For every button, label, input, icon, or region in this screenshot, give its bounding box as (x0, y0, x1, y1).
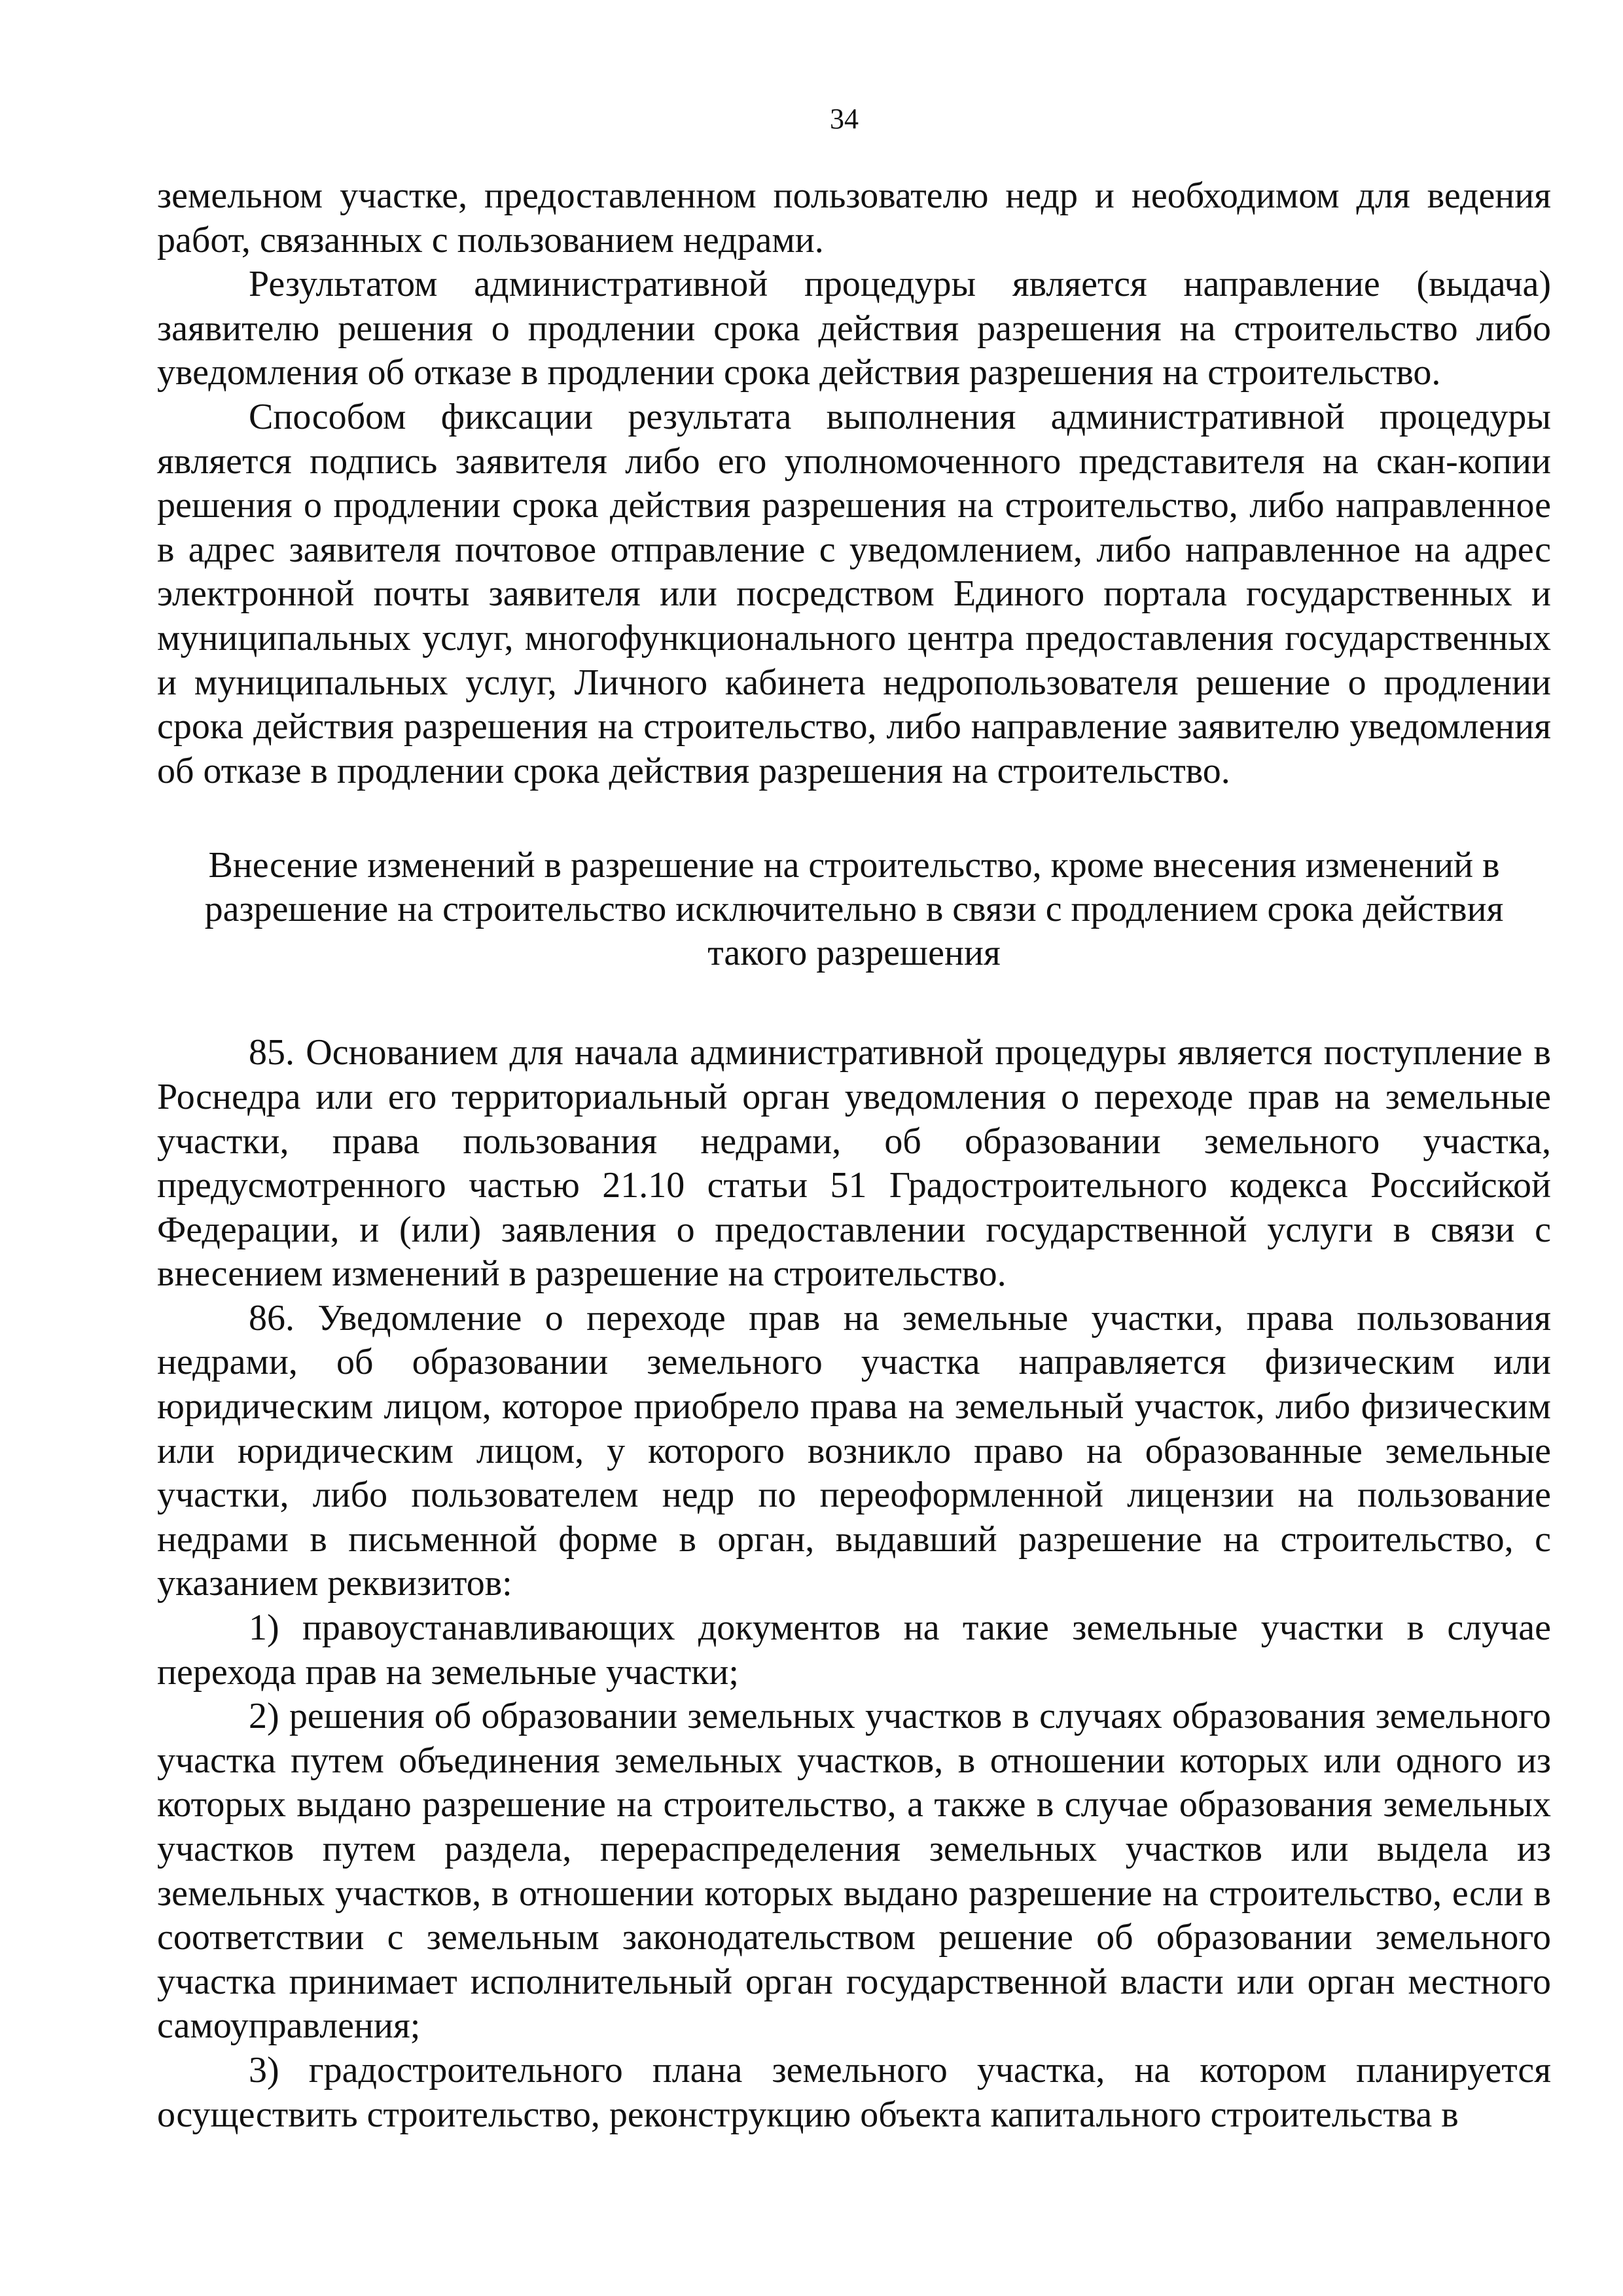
section-heading-line-3: такого разрешения (707, 933, 1001, 974)
section-heading (157, 793, 1551, 1031)
page-number: 34 (830, 103, 859, 135)
list-item-2: 2) решения об образовании земельных участков в случаях образования земельного участка путем объединения земельных участков, в отношении которых или одного из которых выдано разрешение на строительство, а также в случае образования земельных участков путем раздела, перераспределения земельных участков или выдела из земельных участков, в отношении которых выдано разрешение на строительство, если в соответствии с земельным законодательством решение об образовании земельного участка принимает исполнительный орган государственной власти или орган местного самоуправления; (157, 1696, 1551, 2047)
document-body (157, 174, 1551, 2137)
paragraph-continuation: земельном участке, предоставленном пользователю недр и необходимом для ведения работ, связанных с пользованием недрами. (157, 175, 1551, 260)
list-item-3: 3) градостроительного плана земельного участка, на котором планируется осуществить строительство, реконструкцию объекта капитального строительства в (157, 2049, 1551, 2135)
section-heading-line-2: разрешение на строительство исключительно в связи с продлением срока действия (204, 889, 1504, 930)
section-heading-line-1: Внесение изменений в разрешение на строительство, кроме внесения изменений в (208, 845, 1500, 886)
paragraph-86: 86. Уведомление о переходе прав на земельные участки, права пользования недрами, об образовании земельного участка направляется физическим или юридическим лицом, которое приобрело права на земельный участок, либо физическим или юридическим лицом, у которого возникло право на образованные земельные участки, либо пользователем недр по переоформленной лицензии на пользование недрами в письменной форме в орган, выдавший разрешение на строительство, с указанием реквизитов: (157, 1297, 1551, 1604)
paragraph-result: Результатом административной процедуры является направление (выдача) заявителю решения о продлении срока действия разрешения на строительство либо уведомления об отказе в продлении срока действия разрешения на строительство. (157, 264, 1551, 393)
paragraph-fixation: Способом фиксации результата выполнения административной процедуры является подпись заявителя либо его уполномоченного представителя на скан-копии решения о продлении срока действия разрешения на строительство, либо направленное в адрес заявителя почтовое отправление с уведомлением, либо направленное на адрес электронной почты заявителя или посредством Единого портала государственных и муниципальных услуг, многофункционального центра предоставления государственных и муниципальных услуг, Личного кабинета недропользователя решение о продлении срока действия разрешения на строительство, либо направление заявителю уведомления об отказе в продлении срока действия разрешения на строительство. (157, 396, 1551, 791)
paragraph-85: 85. Основанием для начала административной процедуры является поступление в Роснедра или его территориальный орган уведомления о переходе прав на земельные участки, права пользования недрами, об образовании земельного участка, предусмотренного частью 21.10 статьи 51 Градостроительного кодекса Российской Федерации, и (или) заявления о предоставлении государственной услуги в связи с внесением изменений в разрешение на строительство. (157, 1032, 1551, 1295)
list-item-1: 1) правоустанавливающих документов на такие земельные участки в случае перехода прав на земельные участки; (157, 1607, 1551, 1693)
